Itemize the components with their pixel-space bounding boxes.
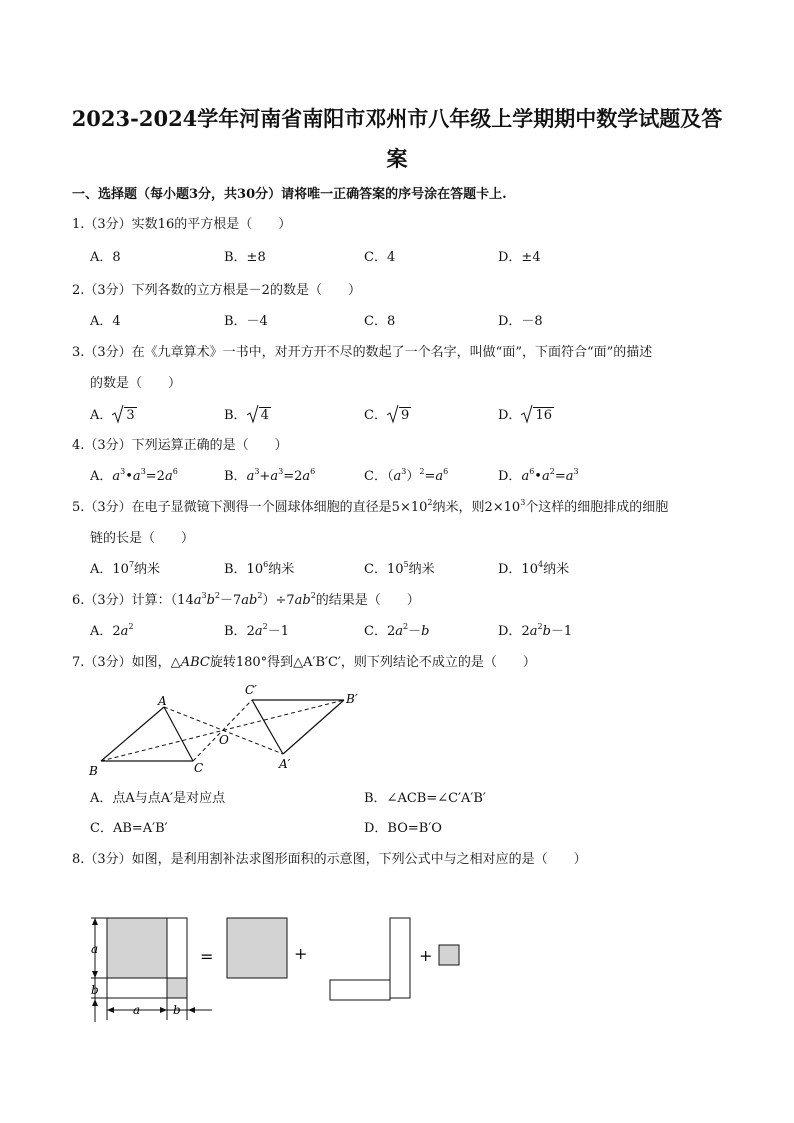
label-dim-b-horizontal: b xyxy=(173,1003,181,1017)
q5-d-unit: 纳米 xyxy=(543,562,570,577)
q3-option-a-radicand: 3 xyxy=(126,408,135,423)
fig-result-strip-horizontal xyxy=(330,980,390,1000)
q5-c-exp: 5 xyxy=(403,559,409,569)
q4-option-a: A．$a^3•a^3=2a^6$ xyxy=(90,466,178,484)
q5-c-unit: 纳米 xyxy=(408,562,435,577)
plus-sign-2: + xyxy=(419,946,433,965)
q3-option-b-label: B． xyxy=(224,408,247,423)
q5-b-exp: 6 xyxy=(263,559,269,569)
label-b: B xyxy=(89,764,98,778)
q7-option-d: D．BO=B′O xyxy=(364,821,442,836)
q1-option-d: D．±4 xyxy=(498,250,541,265)
question-7: 7.（3分）如图，△ABC旋转180°得到△A′B′C′，则下列结论不成立的是（ ） xyxy=(72,655,536,670)
label-dim-b-vertical: b xyxy=(91,983,99,997)
q3-option-d-radicand: 16 xyxy=(535,408,552,423)
q5-a-unit: 纳米 xyxy=(134,562,161,577)
arrow-left-b-icon xyxy=(188,1007,195,1013)
label-b-prime: B′ xyxy=(346,692,358,706)
question-2: 2.（3分）下列各数的立方根是－2的数是（ ） xyxy=(72,283,361,298)
label-c: C xyxy=(194,761,204,775)
q4-option-b-label: B． xyxy=(224,469,247,484)
q5-option-c xyxy=(364,561,435,579)
fig-result-strip-vertical xyxy=(390,918,410,998)
q6-option-b-label: B． xyxy=(224,624,247,639)
q5-text-post: 个这样的细胞排成的细胞 xyxy=(525,500,669,515)
q5-d-exp: 4 xyxy=(537,559,544,569)
q5-text-pre: 5.（3分）在电子显微镜下测得一个圆球体细胞的直径是5×10 xyxy=(72,500,428,515)
question-3-line2: 的数是（ ） xyxy=(90,376,182,391)
rotation-figure xyxy=(80,678,380,784)
q5-exp2: 3 xyxy=(520,497,526,507)
q6-option-a-label: A． xyxy=(90,624,113,639)
question-6: 6.（3分）计算：$(14a^3b^2-7ab^2)\div 7ab^2$的结果是（ ） xyxy=(72,590,420,608)
q5-exp1: 2 xyxy=(427,497,433,507)
arrow-down-icon xyxy=(92,971,98,978)
question-1: 1.（3分）实数16的平方根是（ ） xyxy=(72,217,292,232)
q5-a-exp: 7 xyxy=(128,559,135,569)
q7-option-a: A．点A与点A′是对应点 xyxy=(90,791,226,806)
question-5-line1 xyxy=(72,499,668,517)
label-dim-a-vertical: a xyxy=(91,942,99,956)
q5-text-mid: 纳米，则2×10 xyxy=(432,500,521,515)
fig-square-a xyxy=(107,918,167,978)
q7-text-pre: 7.（3分）如图，△ xyxy=(72,655,181,670)
q2-option-a: A．4 xyxy=(90,314,121,329)
area-figure xyxy=(80,908,480,1028)
q4-option-d: D．$a^6•a^2=a^3$ xyxy=(498,466,579,484)
arrow-left-icon xyxy=(107,1007,114,1013)
q7-option-b: B．∠ACB=∠C′A′B′ xyxy=(364,791,486,806)
question-4: 4.（3分）下列运算正确的是（ ） xyxy=(72,438,288,453)
arrow-up-icon xyxy=(92,918,98,925)
q4-option-c-label: C． xyxy=(364,469,387,484)
question-8: 8.（3分）如图，是利用割补法求图形面积的示意图，下列公式中与之相对应的是（ ） xyxy=(72,852,587,867)
sqrt-symbol xyxy=(387,407,411,425)
fig-strip-bottom xyxy=(107,978,167,998)
section-heading: 一、选择题（每小题3分，共30分）请将唯一正确答案的序号涂在答题卡上. xyxy=(72,187,507,202)
label-a: A xyxy=(158,694,167,708)
triangle-abc-side-ab xyxy=(101,707,164,761)
dashed-line-c-c1 xyxy=(193,700,252,761)
q5-c-base: C．10 xyxy=(364,562,404,577)
label-dim-a-horizontal: a xyxy=(133,1003,141,1017)
q6-option-a: A．$2a^2$ xyxy=(90,621,134,639)
q3-option-b xyxy=(224,407,271,425)
q6-option-c: C．$2a^2-b$ xyxy=(364,621,430,639)
question-3-line1: 3.（3分）在《九章算术》一书中，对开方开不尽的数起了一个名字，叫做“面”，下面符合“面”的描述 xyxy=(72,345,653,360)
q2-option-c: C．8 xyxy=(364,314,396,329)
question-5-line2: 链的长是（ ） xyxy=(90,531,195,546)
arrow-right-icon xyxy=(160,1007,167,1013)
triangle-abc-side-ac xyxy=(164,707,193,761)
q3-option-b-radicand: 4 xyxy=(260,408,269,423)
q3-option-c-label: C． xyxy=(364,408,387,423)
q4-option-d-label: D． xyxy=(498,469,522,484)
q5-a-base: A．10 xyxy=(90,562,129,577)
page-title-line2: 案 xyxy=(386,146,408,171)
q1-option-a: A．8 xyxy=(90,250,121,265)
q2-option-b: B．－4 xyxy=(224,314,268,329)
q4-option-b: B．$a^3+a^3=2a^6$ xyxy=(224,466,316,484)
q4-option-c: C．$(a^3)^2=a^6$ xyxy=(364,466,449,484)
q6-text-post: 的结果是（ ） xyxy=(315,593,420,608)
page-title-line1: 2023-2024学年河南省南阳市邓州市八年级上学期期中数学试题及答 xyxy=(71,106,723,131)
fig-square-b xyxy=(167,978,187,998)
label-o: O xyxy=(219,733,229,747)
fig-strip-right xyxy=(167,918,187,978)
q4-option-a-label: A． xyxy=(90,469,113,484)
q3-option-c-radicand: 9 xyxy=(400,408,410,423)
fig-result-square-a xyxy=(227,918,287,978)
q2-option-d: D．－8 xyxy=(498,314,543,329)
q3-option-a-label: A． xyxy=(90,408,113,423)
q3-option-a xyxy=(90,407,137,425)
triangle-a1b1c1-side-c1a1 xyxy=(252,700,283,754)
q5-option-a xyxy=(90,561,160,579)
q3-option-d-label: D． xyxy=(498,408,522,423)
q3-option-d xyxy=(498,407,554,425)
q5-b-unit: 纳米 xyxy=(268,562,295,577)
sqrt-symbol xyxy=(112,407,136,425)
q3-option-c xyxy=(364,407,411,425)
q6-option-d: D．$2a^2b-1$ xyxy=(498,621,573,639)
q6-option-c-label: C． xyxy=(364,624,387,639)
sqrt-symbol xyxy=(247,407,271,425)
label-c-prime: C′ xyxy=(245,683,257,697)
plus-sign-1: + xyxy=(294,944,308,963)
q6-option-d-label: D． xyxy=(498,624,522,639)
q5-option-d xyxy=(498,561,569,579)
fig-result-square-b xyxy=(439,945,459,965)
sqrt-symbol xyxy=(521,407,554,425)
q5-b-base: B．10 xyxy=(224,562,264,577)
q5-option-b xyxy=(224,561,294,579)
label-a-prime: A′ xyxy=(279,757,291,771)
q1-option-b: B．±8 xyxy=(224,250,266,265)
q7-text-mid: 旋转180°得到△A′B′C′，则下列结论不成立的是（ ） xyxy=(209,655,536,670)
q5-d-base: D．10 xyxy=(498,562,538,577)
q6-option-b: B．$2a^2-1$ xyxy=(224,621,289,639)
equals-sign: = xyxy=(200,947,214,966)
q6-text-pre: 6.（3分）计算：（14 xyxy=(72,593,194,608)
q7-option-c: C．AB=A′B′ xyxy=(90,821,168,836)
q1-option-c: C．4 xyxy=(364,250,396,265)
arrow-up-b-icon xyxy=(92,999,98,1006)
